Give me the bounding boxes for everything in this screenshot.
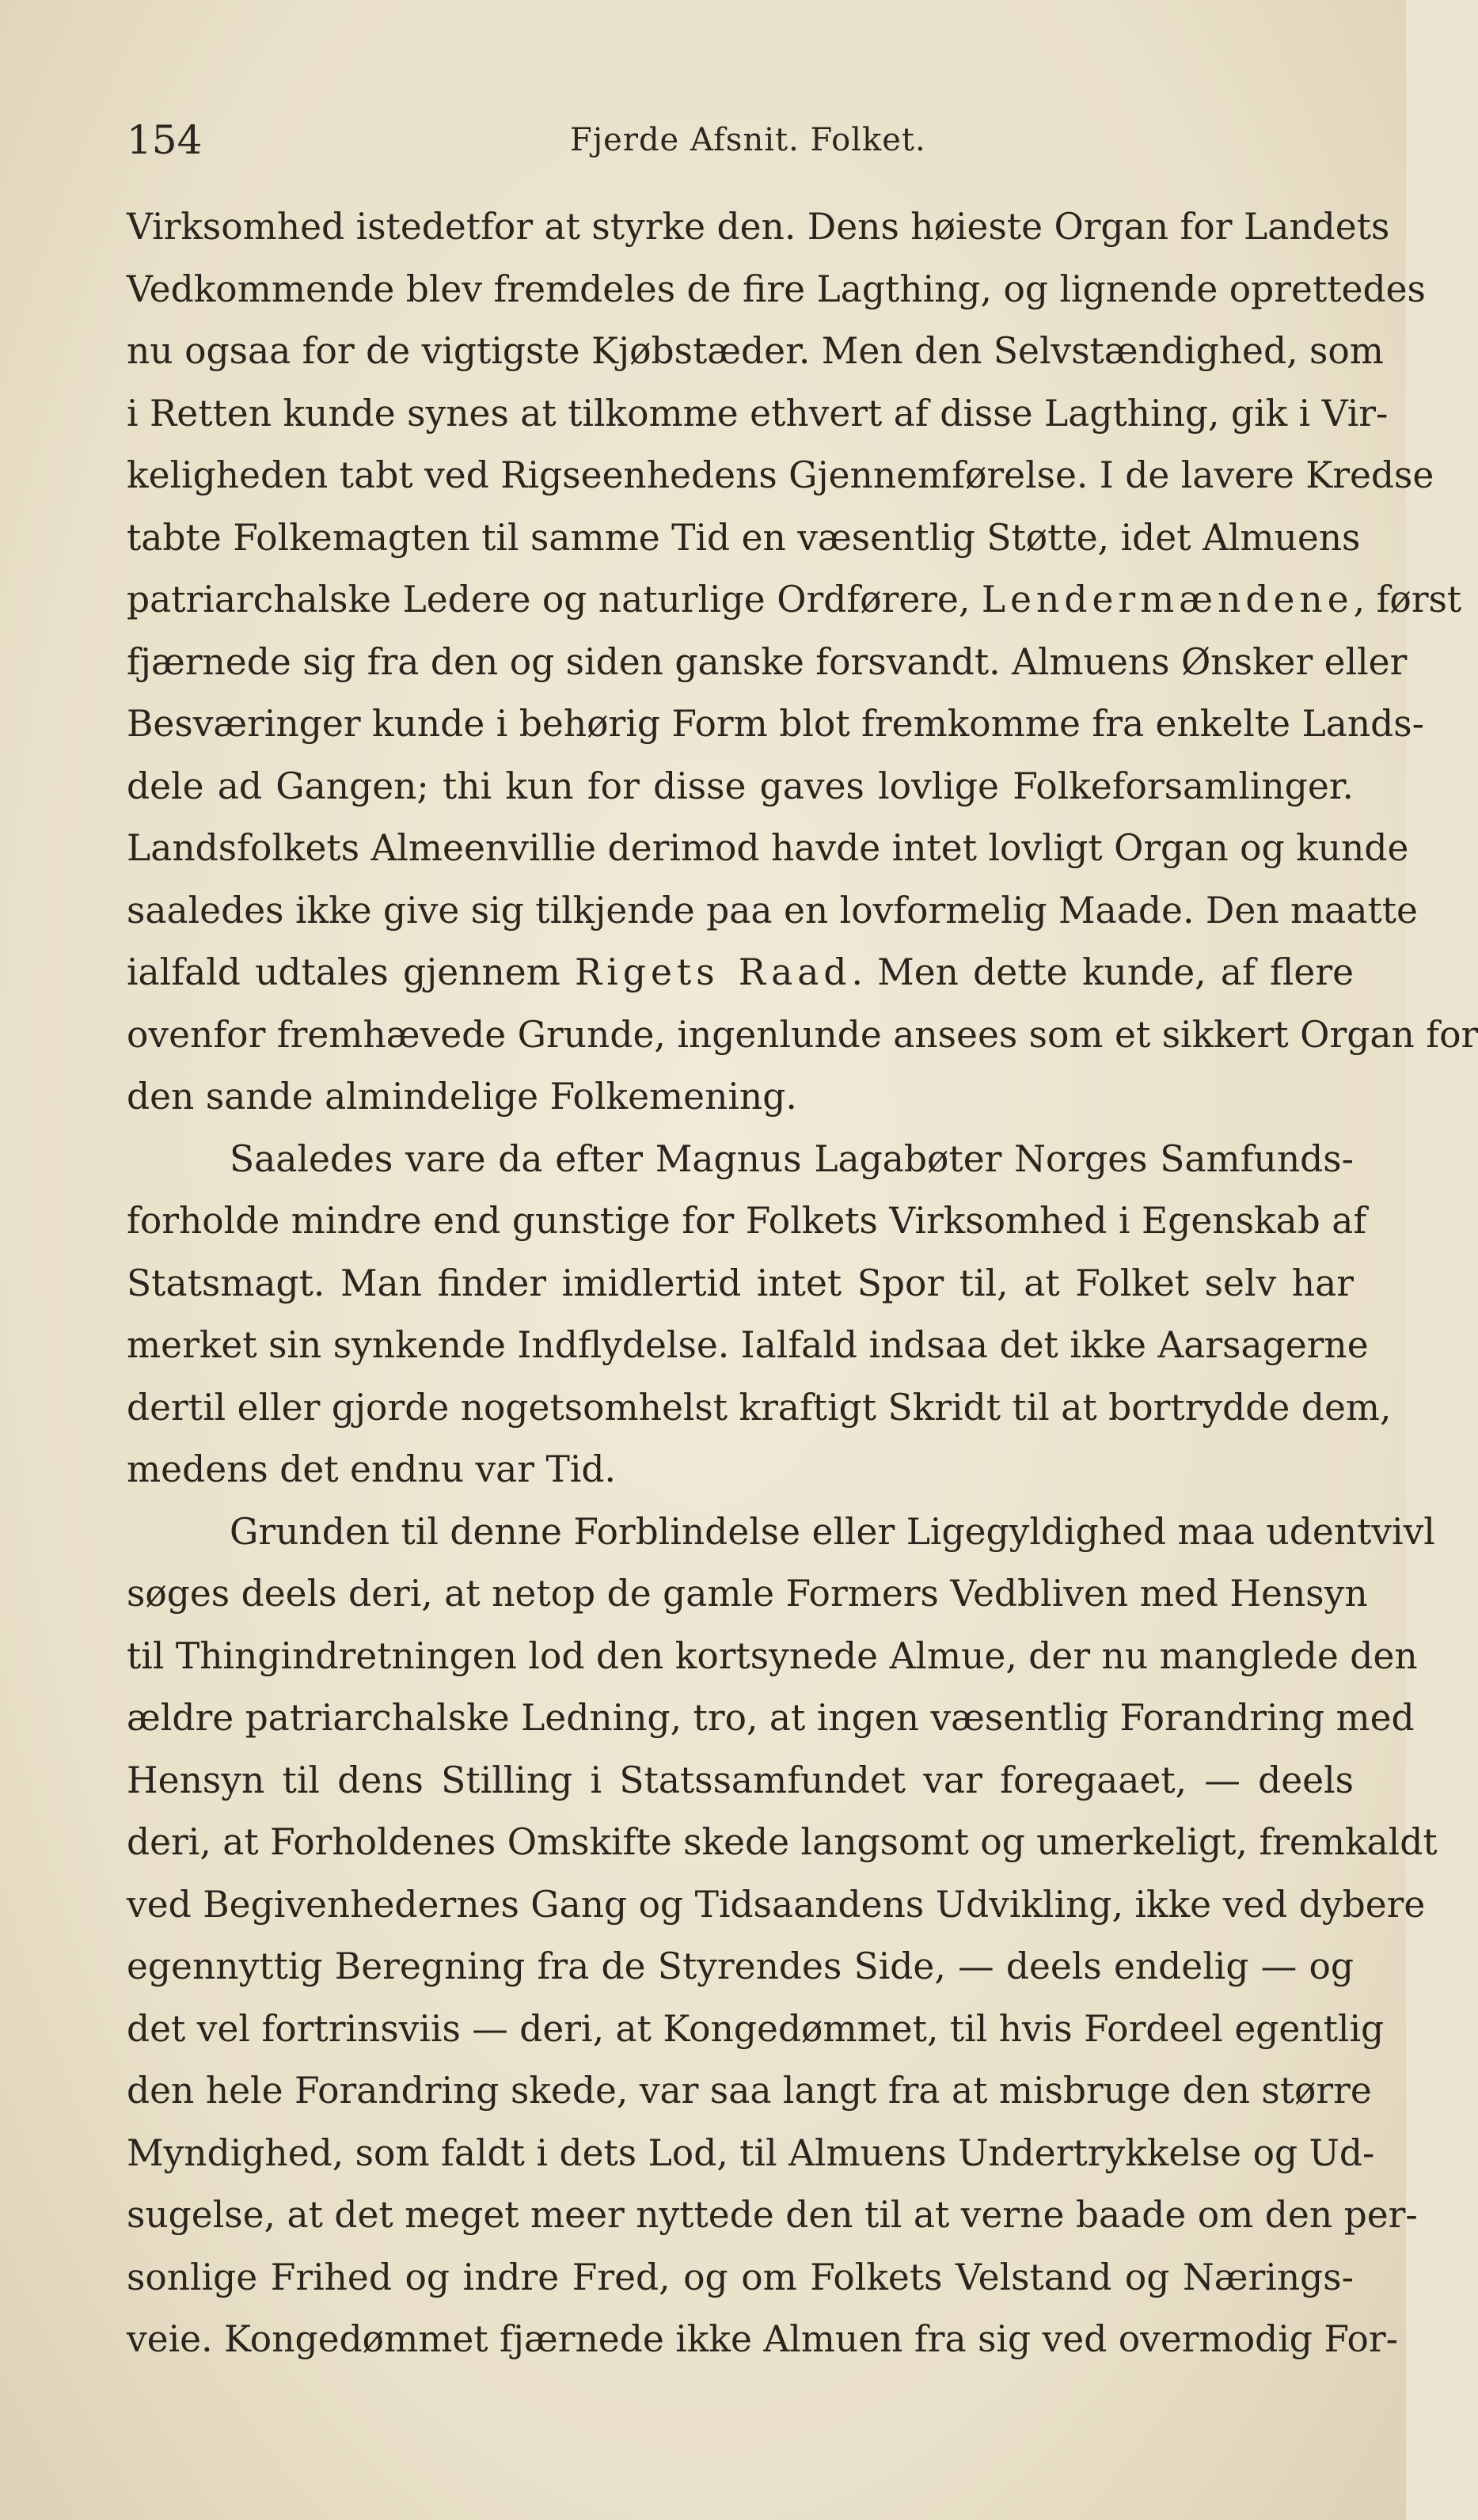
body-text [127, 196, 1478, 2371]
text-line: fjærnede sig fra den og siden ganske forsvandt. Almuens Ønsker eller [127, 640, 1408, 683]
text-line: dertil eller gjorde nogetsomhelst kraftigt Skridt til at bortrydde dem, [127, 1386, 1392, 1429]
text-line: nu ogsaa for de vigtigste Kjøbstæder. Men den Selvstændighed, som [127, 330, 1384, 372]
text-line: Hensyn til dens Stilling i Statssamfundet var foregaaet, — deels [127, 1759, 1354, 1801]
text-line: søges deels deri, at netop de gamle Formers Vedbliven med Hensyn [127, 1573, 1368, 1615]
text-line: Besværinger kunde i behørig Form blot fremkomme fra enkelte Lands- [127, 703, 1424, 745]
text-line: det vel fortrinsviis — deri, at Kongedømmet, til hvis Fordeel egentlig [127, 2007, 1385, 2050]
text-line: sonlige Frihed og indre Fred, og om Folkets Velstand og Nærings- [127, 2256, 1354, 2298]
text-line: ældre patriarchalske Ledning, tro, at ingen væsentlig Forandring med [127, 1697, 1415, 1739]
text-line: Landsfolkets Almeenvillie derimod havde intet lovligt Organ og kunde [127, 827, 1409, 869]
paragraph-first-line: Grunden til denne Forblindelse eller Ligegyldighed maa udentvivl [230, 1510, 1435, 1553]
text-line: keligheden tabt ved Rigseenhedens Gjennemførelse. I de lavere Kredse [127, 454, 1434, 496]
text-line: egennyttig Beregning fra de Styrendes Side, — deels endelig — og [127, 1945, 1354, 1987]
text-line: den hele Forandring skede, var saa langt fra at misbruge den større [127, 2070, 1372, 2112]
paragraph-first-line: Saaledes vare da efter Magnus Lagabøter Norges Samfunds- [230, 1137, 1354, 1180]
text-line: Statsmagt. Man finder imidlertid intet Spor til, at Folket selv har [127, 1262, 1354, 1304]
running-title: Fjerde Afsnit. Folket. [570, 122, 926, 158]
page-number: 154 [127, 117, 203, 163]
text-segment: , først [1353, 579, 1462, 621]
text-line: dele ad Gangen; thi kun for disse gaves lovlige Folkeforsamlinger. [127, 765, 1354, 807]
text-line [127, 569, 1462, 632]
text-line [127, 942, 1354, 1004]
text-line: den sande almindelige Folkemening. [127, 1076, 797, 1118]
text-line: sugelse, at det meget meer nyttede den til at verne baade om den per- [127, 2194, 1418, 2236]
text-line: Vedkommende blev fremdeles de fire Lagthing, og lignende oprettedes [127, 268, 1426, 310]
text-line: ved Begivenhedernes Gang og Tidsaandens Udvikling, ikke ved dybere [127, 1883, 1426, 1926]
text-segment: ialfald udtales gjennem [127, 951, 560, 993]
text-line: saaledes ikke give sig tilkjende paa en lovformelig Maade. Den maatte [127, 889, 1418, 932]
text-line: Myndighed, som faldt i dets Lod, til Almuens Undertrykkelse og Ud- [127, 2131, 1375, 2174]
text-line: Virksomhed istedetfor at styrke den. Dens høieste Organ for Landets [127, 206, 1390, 248]
text-line: til Thingindretningen lod den kortsynede Almue, der nu manglede den [127, 1634, 1418, 1677]
text-line: medens det endnu var Tid. [127, 1448, 617, 1490]
text-line: merket sin synkende Indflydelse. Ialfald indsaa det ikke Aarsagerne [127, 1324, 1369, 1366]
spaced-term: Lendermændene [981, 579, 1354, 621]
text-segment: . Men dette kunde, af flere [851, 951, 1354, 993]
text-line: veie. Kongedømmet fjærnede ikke Almuen fra sig ved overmodig For- [127, 2318, 1398, 2360]
text-line: i Retten kunde synes at tilkomme ethvert af disse Lagthing, gik i Vir- [127, 392, 1389, 435]
text-line: ovenfor fremhævede Grunde, ingenlunde ansees som et sikkert Organ for [127, 1013, 1478, 1056]
spaced-term: Rigets Raad [575, 951, 852, 993]
text-line: deri, at Forholdenes Omskifte skede langsomt og umerkeligt, fremkaldt [127, 1821, 1438, 1863]
running-head [127, 112, 1330, 168]
text-line: tabte Folkemagten til samme Tid en væsentlig Støtte, idet Almuens [127, 516, 1361, 559]
text-segment: patriarchalske Ledere og naturlige Ordførere, [127, 579, 971, 621]
text-line: forholde mindre end gunstige for Folkets Virksomhed i Egenskab af [127, 1200, 1367, 1242]
